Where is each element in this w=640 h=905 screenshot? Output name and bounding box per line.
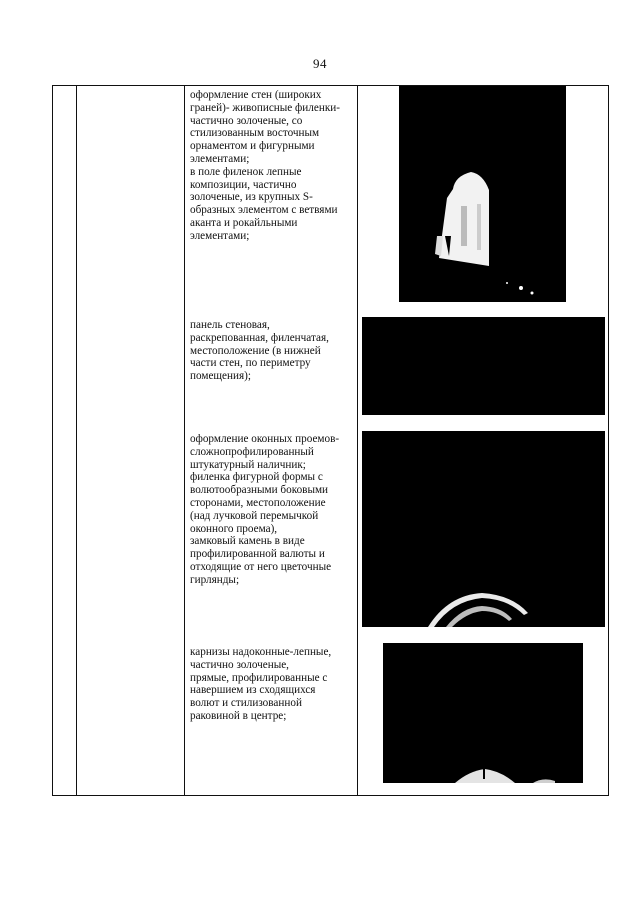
window-niche-photo (399, 86, 566, 302)
column-divider (76, 86, 77, 795)
wall-panel-description: панель стеновая, раскрепованная, филенчатая, местоположение (в нижней части стен, по периметру помещения); (190, 319, 329, 383)
page-number: 94 (313, 56, 327, 71)
column-divider (357, 86, 358, 795)
monument-elements-table (52, 85, 609, 796)
cornice-photo (383, 643, 583, 783)
cornice-description: карнизы надоконные-лепные, частично золоченые, прямые, профилированные с навершием из сходящихся волют и стилизованной раковиной в центре; (190, 646, 332, 722)
window-opening-description: оформление оконных проемов- сложнопрофилированный штукатурный наличник; филенка фигурной формы с волютообразными боковыми сторонами, местоположение (над лучковой перемычкой оконного проема), замковый камень в виде профилированной валюты и отходящие от него цветочные гирлянды; (190, 433, 340, 586)
wall-decoration-description: оформление стен (широких граней)- живописные филенки- частично золоченые, со стилизованным восточным орнаментом и фигурными элементами; в поле филенок лепные композиции, частично золоченые, из крупных S- образных элементом с ветвями аканта и рокайльными элементами; (190, 89, 340, 242)
wall-panel-photo (362, 317, 605, 415)
window-arch-photo (362, 431, 605, 627)
column-divider (184, 86, 185, 795)
